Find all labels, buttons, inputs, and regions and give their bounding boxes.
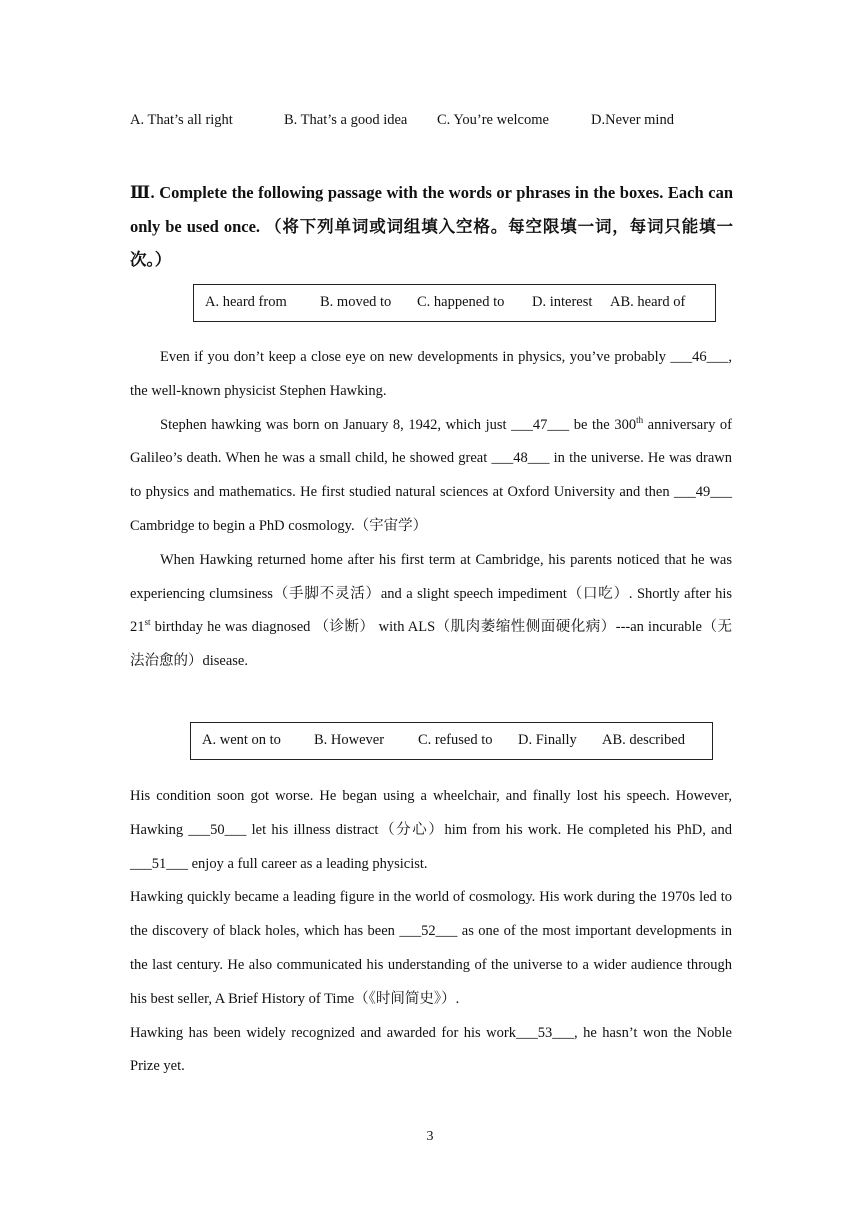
option-d: D.Never mind: [591, 112, 674, 128]
paragraph-text: birthday he was diagnosed （诊断） with ALS（肌肉萎缩性侧面硬化病）---an incurable（无法治愈的）disease.: [130, 619, 732, 670]
word-box-2: [190, 722, 713, 760]
passage-1-paragraph-3: [130, 544, 732, 679]
word-box-1-item: A. heard from: [205, 294, 287, 310]
passage-2-paragraph-2: Hawking quickly became a leading figure in the world of cosmology. His work during the 1970s led to the discovery of black holes, which has been ___52___ as one of the most important developments in the last century. He also communicated his understanding of the universe to a wider audience through his best seller, A Brief History of Time（《时间简史》）.: [130, 889, 732, 1007]
superscript: th: [636, 414, 644, 425]
section-heading: Ⅲ. Complete the following passage with the words or phrases in the boxes. Each can only be used once. （将下列单词或词组填入空格。每空限填一词，每词只能填一次。）: [130, 183, 733, 269]
option-a: A. That’s all right: [130, 112, 233, 128]
passage-2: [130, 780, 732, 1084]
paragraph-text: When Hawking returned home after his first term at Cambridge, his parents noticed that he was experiencing clumsiness（手脚不灵活）and a slight speech impediment（口吃）. Shortly after his 21: [130, 551, 732, 636]
word-box-2-item: D. Finally: [518, 732, 577, 748]
option-b: B. That’s a good idea: [284, 112, 408, 128]
passage-1-paragraph-2: [130, 409, 732, 544]
word-box-1-item: B. moved to: [320, 294, 392, 310]
paragraph-text: Stephen hawking was born on January 8, 1942, which just ___47___ be the 300: [160, 416, 637, 433]
page-number: 3: [426, 1129, 434, 1144]
passage-2-paragraph-3: Hawking has been widely recognized and awarded for his work___53___, he hasn’t won the Noble Prize yet.: [130, 1024, 732, 1075]
word-box-1: [193, 284, 716, 322]
passage-2-paragraph-1: His condition soon got worse. He began using a wheelchair, and finally lost his speech. However, Hawking ___50___ let his illness distract（分心）him from his work. He completed his PhD, and ___51___ enjoy a full career as a leading physicist.: [130, 788, 732, 872]
passage-1-paragraph-1: Even if you don’t keep a close eye on new developments in physics, you’ve probably ___46___, the well-known physicist Stephen Hawking.: [130, 349, 732, 399]
superscript: st: [144, 617, 151, 628]
paragraph-text: anniversary of Galileo’s death. When he was a small child, he showed great ___48___ in the universe. He was drawn to physics and mathematics. He first studied natural sciences at Oxford University and then ___49___ Cambridge to begin a PhD cosmology.（宇宙学）: [130, 416, 732, 534]
word-box-2-item: A. went on to: [202, 732, 281, 748]
word-box-1-item: AB. heard of: [610, 294, 686, 310]
passage-1: [130, 341, 732, 679]
word-box-2-item: C. refused to: [418, 732, 493, 748]
word-box-2-item: B. However: [314, 732, 385, 748]
word-box-2-item: AB. described: [602, 732, 685, 748]
option-c: C. You’re welcome: [437, 112, 549, 128]
word-box-1-item: C. happened to: [417, 294, 505, 310]
word-box-1-item: D. interest: [532, 294, 593, 310]
